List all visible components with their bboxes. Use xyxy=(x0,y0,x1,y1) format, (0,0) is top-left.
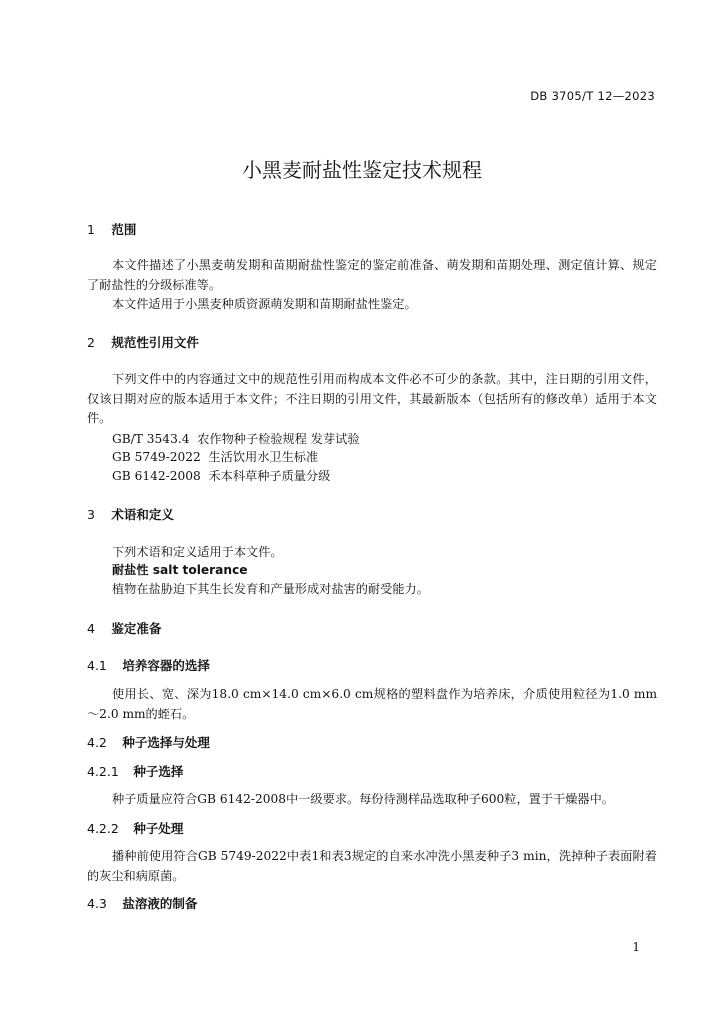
document-code: DB 3705/T 12—2023 xyxy=(530,89,655,103)
paragraph: 本文件描述了小黑麦萌发期和苗期耐盐性鉴定的鉴定前准备、萌发期和苗期处理、测定值计算、规定了耐盐性的分级标准等。 xyxy=(87,258,657,292)
page-number: 1 xyxy=(632,940,640,954)
term-definition: 植物在盐胁迫下其生长发育和产量形成对盐害的耐受能力。 xyxy=(112,582,429,596)
reference-item: GB 6142-2008 禾本科草种子质量分级 xyxy=(112,469,331,483)
paragraph: 播种前使用符合GB 5749-2022中表1和表3规定的自来水冲洗小黑麦种子3 min，洗掉种子表面附着的灰尘和病原菌。 xyxy=(87,849,657,883)
section-title: 种子处理 xyxy=(133,821,184,836)
section-number: 4.3 xyxy=(87,896,107,911)
section-number: 4.1 xyxy=(87,658,107,673)
section-number: 3 xyxy=(87,507,95,522)
subsection-heading-4-2-2 xyxy=(87,819,183,837)
section-number: 4.2 xyxy=(87,735,107,750)
reference-item: GB/T 3543.4 农作物种子检验规程 发芽试验 xyxy=(112,432,360,446)
section-title: 范围 xyxy=(111,222,137,237)
section-heading-3 xyxy=(87,505,174,523)
paragraph: 下列文件中的内容通过文中的规范性引用而构成本文件必不可少的条款。其中，注日期的引用文件，仅该日期对应的版本适用于本文件；不注日期的引用文件，其最新版本（包括所有的修改单）适用于本文件。 xyxy=(87,372,657,425)
section-title: 鉴定准备 xyxy=(111,621,162,636)
section-title: 培养容器的选择 xyxy=(122,658,210,673)
paragraph: 种子质量应符合GB 6142-2008中一级要求。每份待测样品选取种子600粒，置于干燥器中。 xyxy=(112,792,614,806)
reference-item: GB 5749-2022 生活饮用水卫生标准 xyxy=(112,450,319,464)
section-number: 4 xyxy=(87,621,95,636)
section-heading-4 xyxy=(87,619,161,637)
subsection-heading-4-3 xyxy=(87,894,197,912)
section-title: 种子选择与处理 xyxy=(122,735,210,750)
section-number: 2 xyxy=(87,335,95,350)
section-heading-2 xyxy=(87,333,199,351)
section-number: 4.2.1 xyxy=(87,764,119,779)
section-title: 规范性引用文件 xyxy=(111,335,199,350)
document-title: 小黑麦耐盐性鉴定技术规程 xyxy=(242,158,482,182)
section-number: 4.2.2 xyxy=(87,821,119,836)
section-heading-1 xyxy=(87,220,136,238)
section-title: 盐溶液的制备 xyxy=(122,896,198,911)
subsection-heading-4-2-1 xyxy=(87,762,183,780)
section-title: 种子选择 xyxy=(133,764,184,779)
term-entry: 耐盐性 salt tolerance xyxy=(112,563,248,577)
paragraph: 下列术语和定义适用于本文件。 xyxy=(112,545,283,559)
section-title: 术语和定义 xyxy=(111,507,174,522)
subsection-heading-4-1 xyxy=(87,656,210,674)
section-number: 1 xyxy=(87,222,95,237)
paragraph: 本文件适用于小黑麦种质资源萌发期和苗期耐盐性鉴定。 xyxy=(112,297,417,311)
paragraph: 使用长、宽、深为18.0 cm×14.0 cm×6.0 cm规格的塑料盘作为培养床，介质使用粒径为1.0 mm～2.0 mm的蛭石。 xyxy=(87,687,657,721)
subsection-heading-4-2 xyxy=(87,733,210,751)
